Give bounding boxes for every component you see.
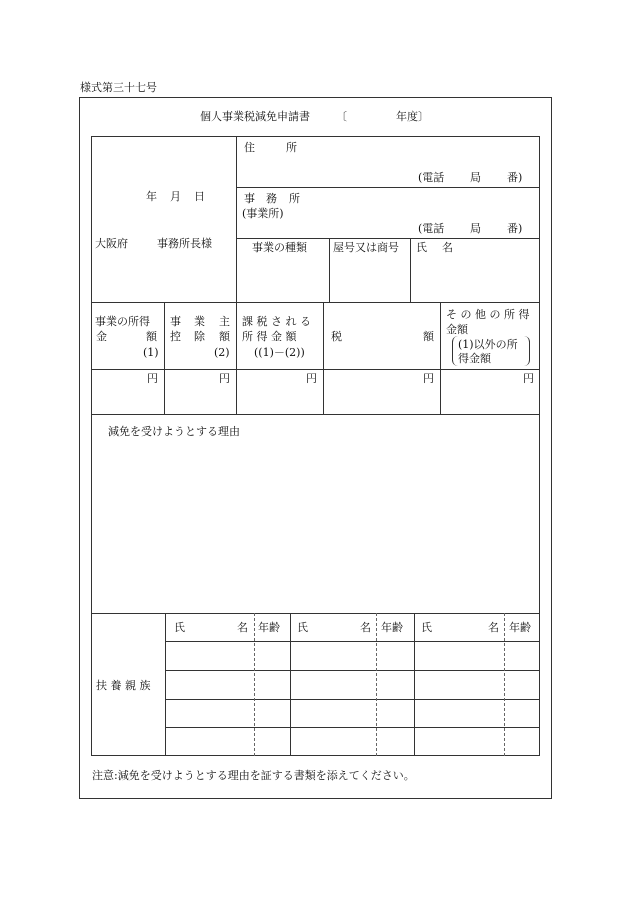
row-line xyxy=(165,641,540,642)
other-income-label: 金額 xyxy=(446,323,468,336)
deduction-label: 業 xyxy=(194,315,205,328)
business-income-label: 事業の所得 xyxy=(95,315,150,328)
dependent-name-label: 氏 xyxy=(421,621,432,634)
addressee-prefecture: 大阪府 xyxy=(95,237,128,250)
dependent-age-label: 年齢 xyxy=(381,621,403,634)
dashed-divider xyxy=(504,613,505,756)
deduction-number: (2) xyxy=(214,346,230,359)
column-line xyxy=(329,238,330,302)
row-line xyxy=(91,414,540,415)
deduction-label: 事 xyxy=(170,315,181,328)
dependent-age-label: 年齢 xyxy=(258,621,280,634)
dependent-name-label: 名 xyxy=(237,621,248,634)
yen-label: 円 xyxy=(523,372,534,385)
row-line xyxy=(91,369,540,370)
column-line xyxy=(290,613,291,756)
office-address-label: 所 xyxy=(289,192,300,205)
form-title: 個人事業税減免申請書 xyxy=(200,110,310,123)
dashed-divider xyxy=(376,613,377,756)
yen-label: 円 xyxy=(306,372,317,385)
deduction-label: 額 xyxy=(219,330,230,343)
row-line xyxy=(165,670,540,671)
addressee-office: 事務所長様 xyxy=(157,237,212,250)
deduction-label: 除 xyxy=(194,330,205,343)
trade-name-label: 屋号又は商号 xyxy=(333,241,399,254)
taxable-income-label: 所 得 金 額 xyxy=(242,330,297,343)
dashed-divider xyxy=(254,613,255,756)
dependents-label: 扶 養 親 族 xyxy=(96,679,151,692)
tax-amount-label: 額 xyxy=(423,330,434,343)
business-type-label: 事業の種類 xyxy=(252,241,307,254)
address-label: 住 xyxy=(244,141,255,154)
office-address-label: 事 xyxy=(244,192,255,205)
phone-kyoku: 局 xyxy=(470,222,481,235)
business-income-number: (1) xyxy=(143,346,159,359)
dependent-age-label: 年齢 xyxy=(509,621,531,634)
taxable-income-number: ((1)－(2)) xyxy=(254,346,305,359)
phone-kyoku: 局 xyxy=(470,171,481,184)
note: 注意:減免を受けようとする理由を証する書類を添えてください。 xyxy=(92,769,415,782)
dependent-name-label: 氏 xyxy=(174,621,185,634)
business-income-label: 額 xyxy=(146,330,157,343)
row-line xyxy=(165,699,540,700)
phone-ban: 番) xyxy=(507,222,523,235)
column-line xyxy=(165,613,166,756)
yen-label: 円 xyxy=(147,372,158,385)
column-line xyxy=(410,238,411,302)
reason-label: 減免を受けようとする理由 xyxy=(108,425,240,438)
deduction-label: 控 xyxy=(170,330,181,343)
address-label: 所 xyxy=(286,141,297,154)
other-income-label: そ の 他 の 所 得 xyxy=(446,308,530,321)
column-line xyxy=(164,302,165,414)
office-address-label: 務 xyxy=(266,192,277,205)
row-line xyxy=(91,302,540,303)
tax-amount-label: 税 xyxy=(331,330,342,343)
yen-label: 円 xyxy=(423,372,434,385)
row-line xyxy=(236,238,540,239)
deduction-label: 主 xyxy=(219,315,230,328)
phone-ban: 番) xyxy=(507,171,523,184)
date-year-label: 年 xyxy=(146,190,157,203)
date-month-label: 月 xyxy=(170,190,181,203)
year-open-bracket: 〔 xyxy=(336,110,347,123)
column-line xyxy=(323,302,324,414)
row-line xyxy=(91,613,540,614)
dependent-name-label: 氏 xyxy=(297,621,308,634)
column-line xyxy=(440,302,441,414)
form-number: 様式第三十七号 xyxy=(80,81,157,94)
other-income-label: (1)以外の所 xyxy=(458,338,518,351)
dependent-name-label: 名 xyxy=(360,621,371,634)
business-income-label: 金 xyxy=(96,330,107,343)
other-income-label: 得金額 xyxy=(458,352,491,365)
date-day-label: 日 xyxy=(194,190,205,203)
name-label: 名 xyxy=(442,241,453,254)
office-address-sub: (事業所) xyxy=(242,207,284,220)
row-line xyxy=(165,727,540,728)
column-line xyxy=(414,613,415,756)
year-label: 年度〕 xyxy=(396,110,429,123)
dependent-name-label: 名 xyxy=(488,621,499,634)
row-line xyxy=(236,187,540,188)
phone-label: (電話 xyxy=(418,171,445,184)
phone-label: (電話 xyxy=(418,222,445,235)
column-line xyxy=(236,136,237,414)
name-label: 氏 xyxy=(416,241,427,254)
yen-label: 円 xyxy=(219,372,230,385)
taxable-income-label: 課 税 さ れ る xyxy=(242,315,311,328)
